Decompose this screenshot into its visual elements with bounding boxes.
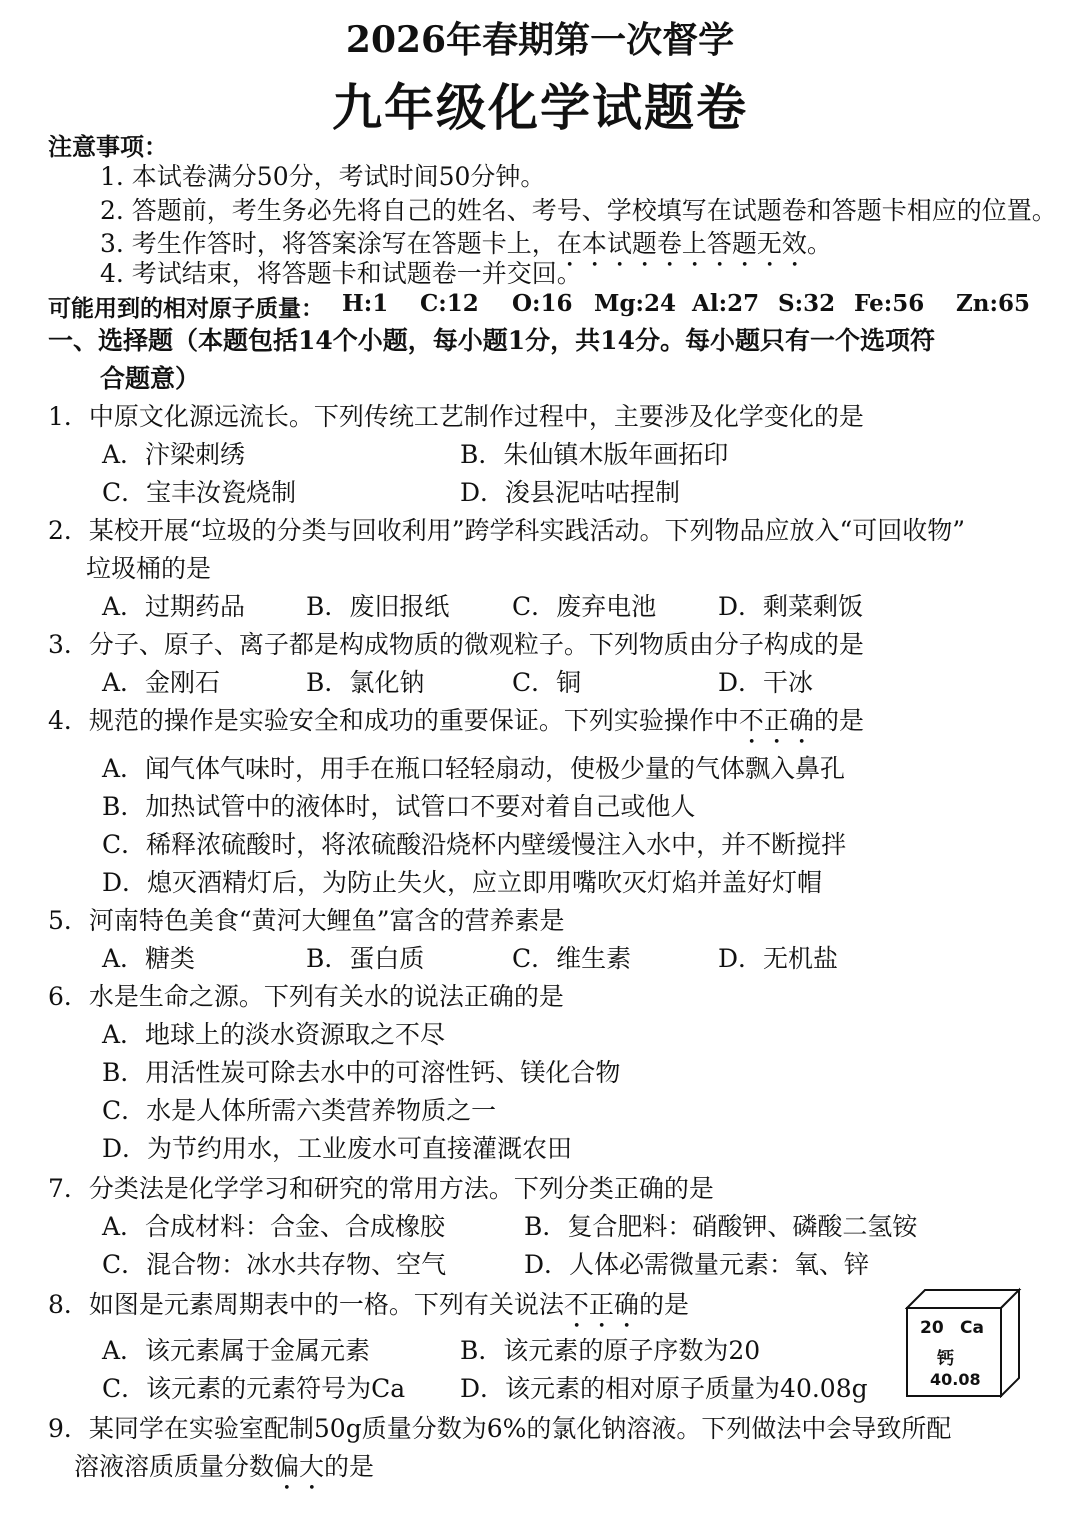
q8-stem <box>48 1288 689 1334</box>
q8-stem-pre: 8．如图是元素周期表中的一格。下列有关说法 <box>48 1290 564 1319</box>
q5-option-c: C．维生素 <box>512 944 632 973</box>
q5-option-b: B．蛋白质 <box>306 944 425 973</box>
q7-option-b: B．复合肥料：硝酸钾、磷酸二氢铵 <box>524 1212 918 1241</box>
notice-item-2: 2. 答题前，考生务必先将自己的姓名、考号、学校填写在试题卷和答题卡相应的位置。 <box>100 196 1057 225</box>
q4-option-b: B．加热试管中的液体时，试管口不要对着自己或他人 <box>102 792 696 821</box>
q6-option-c: C．水是人体所需六类营养物质之一 <box>102 1096 497 1125</box>
exam-title-line1: 2026年春期第一次督学 <box>345 19 735 61</box>
q7-stem: 7．分类法是化学学习和研究的常用方法。下列分类正确的是 <box>48 1174 714 1203</box>
q4-stem-emphasis: 不正确 <box>738 706 814 735</box>
q3-option-a: A．金刚石 <box>102 668 221 697</box>
q7-option-d: D．人体必需微量元素：氧、锌 <box>524 1250 870 1279</box>
q8-option-b: B．该元素的原子序数为20 <box>460 1336 761 1365</box>
q1-option-b: B．朱仙镇木版年画拓印 <box>460 440 729 469</box>
q8-option-a: A．该元素属于金属元素 <box>102 1336 371 1365</box>
atomic-mass-label: 可能用到的相对原子质量： <box>48 295 324 322</box>
notice-item-3-text: 3. 考生作答时，将答案涂写在答题卡上， <box>100 229 557 258</box>
q3-stem: 3．分子、原子、离子都是构成物质的微观粒子。下列物质由分子构成的是 <box>48 630 864 659</box>
q6-option-b: B．用活性炭可除去水中的可溶性钙、镁化合物 <box>102 1058 621 1087</box>
q2-option-b: B．废旧报纸 <box>306 592 450 621</box>
notice-item-4: 4. 考试结束，将答题卡和试题卷一并交回。 <box>100 259 582 288</box>
exam-title-line2: 九年级化学试题卷 <box>332 78 748 137</box>
q3-option-d: D．干冰 <box>718 668 814 697</box>
q9-stem-pre: 溶液溶质质量分数 <box>74 1452 275 1481</box>
notice-item-1: 1. 本试卷满分50分，考试时间50分钟。 <box>100 162 546 191</box>
q5-option-d: D．无机盐 <box>718 944 839 973</box>
q8-option-c: C．该元素的元素符号为Ca <box>102 1374 406 1403</box>
cell-element-name: 钙 <box>937 1349 954 1369</box>
cell-atomic-number: 20 <box>920 1318 944 1338</box>
periodic-table-cell-figure <box>905 1286 1023 1398</box>
q8-option-d: D．该元素的相对原子质量为40.08g <box>460 1374 868 1403</box>
section1-heading-line2: 合题意） <box>100 364 201 393</box>
q2-stem-line2: 垃圾桶的是 <box>86 554 212 583</box>
atomic-mass-mg: Mg:24 <box>594 290 677 317</box>
atomic-mass-fe: Fe:56 <box>854 290 925 317</box>
q2-option-a: A．过期药品 <box>102 592 246 621</box>
q5-option-a: A．糖类 <box>102 944 196 973</box>
atomic-mass-o: O:16 <box>512 290 573 317</box>
notice-heading: 注意事项： <box>48 132 168 161</box>
q9-stem-line2 <box>74 1450 374 1496</box>
cell-atomic-mass: 40.08 <box>930 1370 981 1389</box>
cell-element-symbol: Ca <box>960 1318 984 1338</box>
q8-stem-post: 的是 <box>638 1290 689 1319</box>
q2-option-c: C．废弃电池 <box>512 592 657 621</box>
q4-option-d: D．熄灭酒精灯后，为防止失火，应立即用嘴吹灭灯焰并盖好灯帽 <box>102 868 823 897</box>
atomic-mass-al: Al:27 <box>692 290 760 317</box>
q3-option-c: C．铜 <box>512 668 582 697</box>
q3-option-b: B．氯化钠 <box>306 668 425 697</box>
q6-stem: 6．水是生命之源。下列有关水的说法正确的是 <box>48 982 564 1011</box>
q1-option-d: D．浚县泥咕咕捏制 <box>460 478 681 507</box>
q4-option-c: C．稀释浓硫酸时，将浓硫酸沿烧杯内壁缓慢注入水中，并不断搅拌 <box>102 830 847 859</box>
q7-option-c: C．混合物：冰水共存物、空气 <box>102 1250 447 1279</box>
q2-stem-line1: 2．某校开展“垃圾的分类与回收利用”跨学科实践活动。下列物品应放入“可回收物” <box>48 516 966 545</box>
atomic-mass-s: S:32 <box>778 290 836 317</box>
q4-stem-pre: 4．规范的操作是实验安全和成功的重要保证。下列实验操作中 <box>48 706 739 735</box>
atomic-mass-h: H:1 <box>342 290 389 317</box>
q2-option-d: D．剩菜剩饭 <box>718 592 864 621</box>
q1-stem: 1．中原文化源远流长。下列传统工艺制作过程中，主要涉及化学变化的是 <box>48 402 864 431</box>
q7-option-a: A．合成材料：合金、合成橡胶 <box>102 1212 446 1241</box>
q5-stem: 5．河南特色美食“黄河大鲤鱼”富含的营养素是 <box>48 906 565 935</box>
q6-option-d: D．为节约用水，工业废水可直接灌溉农田 <box>102 1134 573 1163</box>
q4-stem-post: 的是 <box>813 706 864 735</box>
notice-item-3-emphasis: 在本试题卷上答题无效。 <box>556 229 832 258</box>
q8-stem-emphasis: 不正确 <box>563 1290 639 1319</box>
atomic-mass-c: C:12 <box>420 290 479 317</box>
q6-option-a: A．地球上的淡水资源取之不尽 <box>102 1020 446 1049</box>
section1-heading-line1: 一、选择题（本题包括14个小题，每小题1分，共14分。每小题只有一个选项符 <box>48 326 935 355</box>
q1-option-a: A．汴梁刺绣 <box>102 440 246 469</box>
q4-option-a: A．闻气体气味时，用手在瓶口轻轻扇动，使极少量的气体飘入鼻孔 <box>102 754 846 783</box>
q1-option-c: C．宝丰汝瓷烧制 <box>102 478 297 507</box>
q9-stem-emphasis: 偏大 <box>274 1452 325 1481</box>
q9-stem-post: 的是 <box>324 1452 375 1481</box>
q4-stem <box>48 704 864 750</box>
q9-stem-line1: 9．某同学在实验室配制50g质量分数为6%的氯化钠溶液。下列做法中会导致所配 <box>48 1414 952 1443</box>
atomic-mass-zn: Zn:65 <box>956 290 1031 317</box>
